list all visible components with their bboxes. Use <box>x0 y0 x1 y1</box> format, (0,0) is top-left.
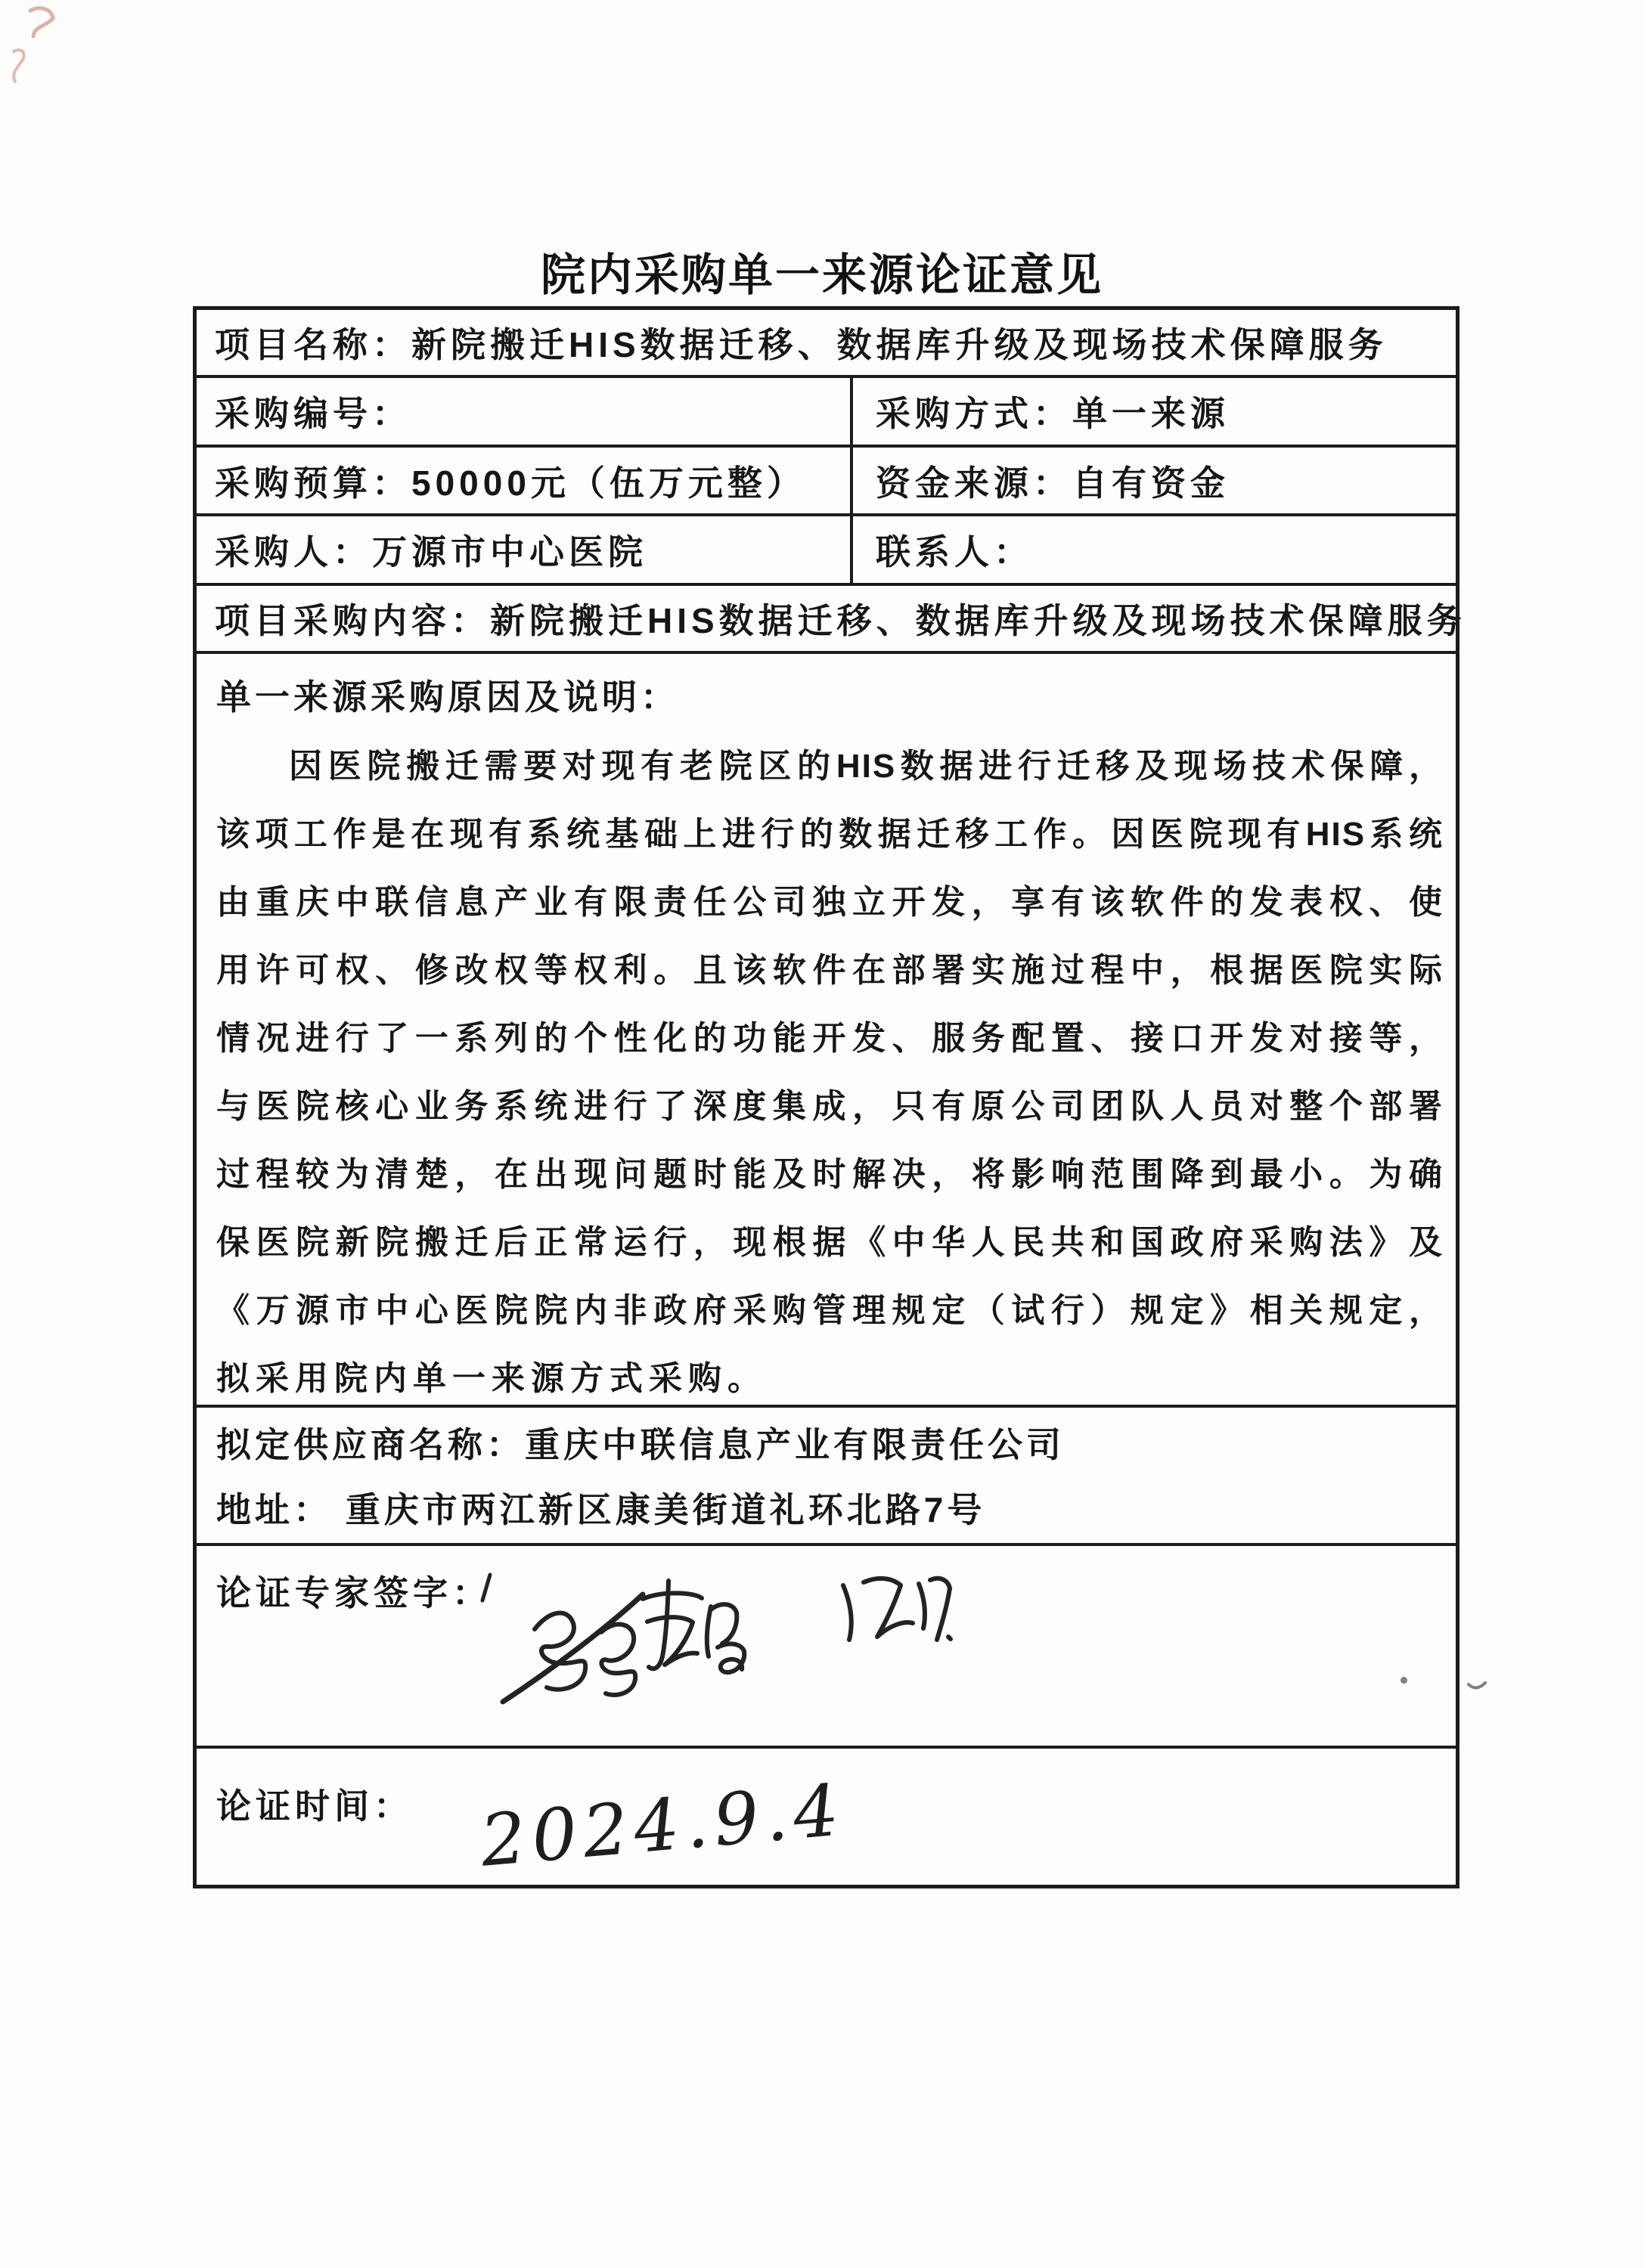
purchase-method-cell: 采购方式：单一来源 <box>876 394 1230 433</box>
contact-cell: 联系人： <box>876 532 1033 572</box>
supplier-name: 拟定供应商名称：重庆中联信息产业有限责任公司 <box>216 1425 1065 1464</box>
reason-line: 拟采用院内单一来源方式采购。 <box>216 1360 767 1397</box>
row-purchaser-contact <box>197 513 1456 583</box>
reason-line: 该项工作是在现有系统基础上进行的数据迁移工作。因医院现有HIS系统 <box>216 816 1444 853</box>
scan-dot-mark <box>1401 1677 1407 1684</box>
fund-source-cell: 资金来源：自有资金 <box>876 463 1230 503</box>
project-name-cell: 项目名称：新院搬迁HIS数据迁移、数据库升级及现场技术保障服务 <box>215 325 1388 364</box>
handwritten-date: 2024.9.4 <box>477 1769 848 1883</box>
row-project-name <box>197 310 1456 375</box>
handwritten-signature-2 <box>634 1575 764 1681</box>
scan-curl-mark <box>1467 1680 1487 1693</box>
reason-line: 用许可权、修改权等权利。且该软件在部署实施过程中，根据医院实际 <box>216 952 1444 989</box>
reason-label: 单一来源采购原因及说明： <box>216 677 679 717</box>
handwritten-signature-3 <box>833 1569 954 1653</box>
reason-line: 由重庆中联信息产业有限责任公司独立开发，享有该软件的发表权、使 <box>216 884 1444 921</box>
row-number-method <box>197 375 1456 445</box>
procurement-form-table <box>193 306 1466 1888</box>
row-supplier <box>197 1405 1456 1543</box>
row-procurement-content <box>197 583 1466 651</box>
supplier-address: 地址： 重庆市两江新区康美街道礼环北路7号 <box>216 1490 986 1529</box>
document-title: 院内采购单一来源论证意见 <box>540 250 1103 300</box>
expert-signature-label: 论证专家签字： <box>216 1573 492 1613</box>
budget-cell: 采购预算：50000元（伍万元整） <box>197 448 853 513</box>
reason-line: 保医院新院搬迁后正常运行，现根据《中华人民共和国政府采购法》及 <box>216 1224 1444 1261</box>
reason-line: 情况进行了一系列的个性化的功能开发、服务配置、接口开发对接等， <box>216 1020 1444 1057</box>
row-expert-signatures <box>197 1543 1456 1746</box>
procurement-content-cell: 项目采购内容：新院搬迁HIS数据迁移、数据库升级及现场技术保障服务 <box>215 601 1466 640</box>
purchase-number-cell: 采购编号： <box>197 378 853 445</box>
reason-line: 《万源市中心医院院内非政府采购管理规定（试行）规定》相关规定， <box>216 1292 1444 1329</box>
reason-cell <box>197 654 1456 1405</box>
scan-artifact-red-marks <box>6 2 82 100</box>
supplier-cell <box>197 1408 1456 1543</box>
reason-line: 过程较为清楚，在出现问题时能及时解决，将影响范围降到最小。为确 <box>216 1156 1444 1193</box>
reason-line: 因医院搬迁需要对现有老院区的HIS数据进行迁移及现场技术保障， <box>289 748 1444 785</box>
row-demonstration-time <box>197 1746 1456 1885</box>
reason-line: 与医院核心业务系统进行了深度集成，只有原公司团队人员对整个部署 <box>216 1088 1444 1125</box>
demonstration-time-label: 论证时间： <box>216 1786 413 1826</box>
purchaser-cell: 采购人：万源市中心医院 <box>197 516 853 583</box>
row-budget-fund <box>197 445 1456 513</box>
row-single-source-reason <box>197 651 1456 1405</box>
